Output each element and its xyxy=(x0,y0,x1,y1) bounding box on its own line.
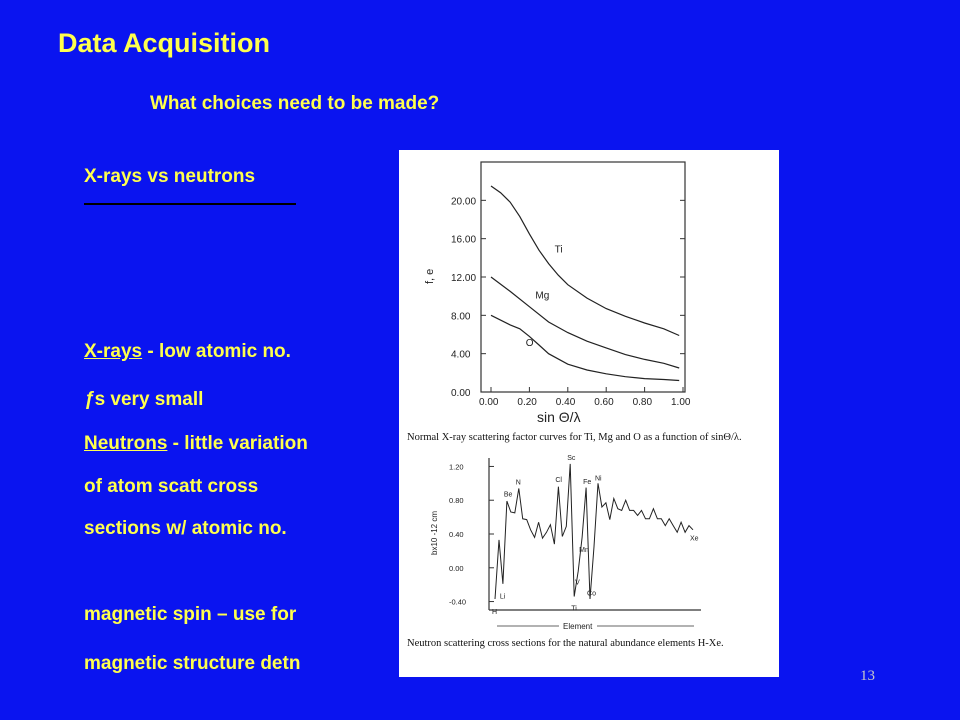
xray-y-axis-label: f, e xyxy=(424,268,436,284)
neutron-annotation-be: Be xyxy=(503,491,513,499)
neutron-annotation-co: Co xyxy=(587,590,596,598)
neutron-caption: Neutron scattering cross sections for the natural abundance elements H-Xe. xyxy=(407,638,724,649)
xray-y-tick-label: 20.00 xyxy=(451,196,477,208)
xray-ticks xyxy=(451,196,691,408)
xray-series-label-o: O xyxy=(525,338,534,350)
xray-y-tick-label: 16.00 xyxy=(451,234,477,246)
xray-series-group xyxy=(491,186,679,381)
xray-y-tick-label: 12.00 xyxy=(451,273,477,284)
heading-xrays-vs-neutrons: X-rays vs neutrons xyxy=(84,166,256,187)
neutron-annotation-li: Li xyxy=(499,593,506,601)
slide-title: Data Acquisition xyxy=(58,28,271,58)
neutron-y-axis-label: bx10 -12 cm xyxy=(430,510,439,555)
xray-line xyxy=(84,341,291,363)
neutron-annotation-sc: Sc xyxy=(567,455,576,463)
xray-series-line-mg xyxy=(491,277,679,368)
neutron-series-group xyxy=(495,464,693,599)
xray-x-tick-label: 1.00 xyxy=(671,397,691,408)
xray-series-label-mg: Mg xyxy=(535,290,550,302)
neutron-line xyxy=(84,433,308,455)
neutron-y-tick-label: 0.80 xyxy=(449,496,464,506)
neutron-annotation-cl: Cl xyxy=(555,477,562,485)
neutron-y-tick-label: 1.20 xyxy=(449,462,464,472)
neutron-x-axis-label: Element xyxy=(563,622,593,631)
xray-series-line-ti xyxy=(491,186,679,336)
neutron-annotations xyxy=(492,455,699,616)
figure-panel xyxy=(399,150,779,677)
neutron-annotation-h: H xyxy=(492,608,498,616)
fs-line xyxy=(84,389,203,411)
neutron-y-tick-label: 0.00 xyxy=(449,563,464,573)
magnetic-line-2: magnetic structure detn xyxy=(84,653,301,674)
heading-underline xyxy=(84,203,296,205)
neutron-annotation-ti: Ti xyxy=(571,605,577,613)
neutron-series-line xyxy=(495,464,693,599)
xray-x-tick-label: 0.20 xyxy=(517,397,537,408)
neutron-line-2: of atom scatt cross xyxy=(84,476,259,497)
neutron-annotation-mn: Mn xyxy=(579,547,589,555)
neutron-y-tick-label: -0.40 xyxy=(449,597,467,607)
neutron-line-3: sections w/ atomic no. xyxy=(84,518,287,539)
neutron-text: - little variation xyxy=(167,433,308,454)
xray-chart-frame xyxy=(481,162,685,392)
xray-y-tick-label: 0.00 xyxy=(451,388,471,399)
xray-x-tick-label: 0.60 xyxy=(594,397,614,408)
xray-text: - low atomic no. xyxy=(142,341,291,362)
xray-y-tick-label: 8.00 xyxy=(451,311,471,323)
neutron-annotation-n: N xyxy=(515,479,521,487)
magnetic-line-1: magnetic spin – use for xyxy=(84,604,297,625)
neutron-annotation-v: V xyxy=(575,579,580,587)
neutron-ticks xyxy=(449,462,494,606)
fs-symbol: ƒ xyxy=(84,389,95,410)
xray-series-label-ti: Ti xyxy=(554,244,563,256)
neutron-annotation-fe: Fe xyxy=(583,478,592,486)
page-number: 13 xyxy=(860,668,875,684)
neutron-y-tick-label: 0.40 xyxy=(449,530,464,539)
xray-x-axis-label: sin Θ/λ xyxy=(537,409,581,425)
figure-svg xyxy=(399,150,779,677)
xray-x-tick-label: 0.80 xyxy=(632,397,653,408)
fs-text: s very small xyxy=(94,389,204,410)
xray-x-tick-label: 0.40 xyxy=(555,397,576,408)
neutron-label: Neutrons xyxy=(84,433,168,454)
neutron-annotation-xe: Xe xyxy=(690,535,699,543)
xray-y-tick-label: 4.00 xyxy=(451,349,471,361)
xray-x-tick-label: 0.00 xyxy=(479,397,499,408)
neutron-annotation-ni: Ni xyxy=(594,475,602,483)
xray-caption: Normal X-ray scattering factor curves for Ti, Mg and O as a function of sinΘ/λ. xyxy=(407,432,742,443)
slide-subtitle: What choices need to be made? xyxy=(150,93,440,114)
xray-label: X-rays xyxy=(84,341,143,362)
